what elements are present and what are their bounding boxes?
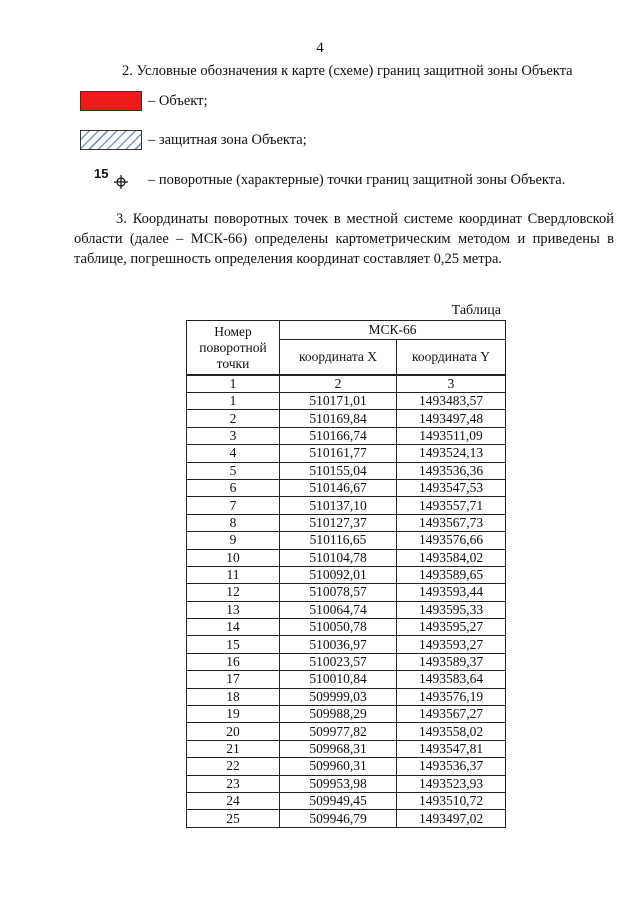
header-msk66: МСК-66 (280, 321, 506, 340)
point-number-cell: 19 (187, 706, 280, 723)
legend-label-object: – Объект; (148, 92, 208, 109)
coord-x-cell: 509977,82 (280, 723, 397, 740)
coord-y-cell: 1493524,13 (397, 445, 506, 462)
table-row (187, 688, 506, 705)
coord-x-cell: 509960,31 (280, 758, 397, 775)
coord-x-cell: 510169,84 (280, 410, 397, 427)
legend-item-object (80, 89, 208, 113)
coord-y-cell: 1493547,81 (397, 740, 506, 757)
coord-x-cell: 509988,29 (280, 706, 397, 723)
point-number-cell: 15 (187, 636, 280, 653)
column-index-row (187, 375, 506, 393)
table-row (187, 706, 506, 723)
table-row (187, 427, 506, 444)
table-row (187, 584, 506, 601)
legend-title: 2. Условные обозначения к карте (схеме) границ защитной зоны Объекта (122, 63, 573, 79)
marker-number: 15 (94, 166, 109, 181)
zone-hatch-swatch (80, 130, 142, 150)
coord-x-cell: 510127,37 (280, 514, 397, 531)
coord-x-cell: 510146,67 (280, 479, 397, 496)
header-coord-x: координата X (280, 340, 397, 376)
table-row (187, 792, 506, 809)
point-number-cell: 18 (187, 688, 280, 705)
coord-x-cell: 510010,84 (280, 671, 397, 688)
coord-x-cell: 510023,57 (280, 653, 397, 670)
table-caption: Таблица (451, 303, 501, 318)
table-row (187, 479, 506, 496)
point-number-cell: 17 (187, 671, 280, 688)
table-row (187, 445, 506, 462)
coord-y-cell: 1493589,37 (397, 653, 506, 670)
coord-y-cell: 1493576,19 (397, 688, 506, 705)
coordinates-table (186, 320, 506, 828)
index-cell: 3 (397, 375, 506, 393)
coord-x-cell: 509946,79 (280, 810, 397, 827)
point-number-cell: 1 (187, 393, 280, 410)
coord-y-cell: 1493510,72 (397, 792, 506, 809)
coord-x-cell: 510092,01 (280, 566, 397, 583)
coord-y-cell: 1493483,57 (397, 393, 506, 410)
table-row (187, 810, 506, 827)
legend-item-turning-points (80, 168, 565, 192)
coord-x-cell: 509999,03 (280, 688, 397, 705)
point-number-cell: 7 (187, 497, 280, 514)
coord-y-cell: 1493536,37 (397, 758, 506, 775)
point-number-cell: 3 (187, 427, 280, 444)
point-number-cell: 14 (187, 619, 280, 636)
table-row (187, 671, 506, 688)
coord-y-cell: 1493583,64 (397, 671, 506, 688)
coord-y-cell: 1493523,93 (397, 775, 506, 792)
coord-x-cell: 510050,78 (280, 619, 397, 636)
coord-y-cell: 1493511,09 (397, 427, 506, 444)
legend-label-points: – поворотные (характерные) точки границ защитной зоны Объекта. (148, 171, 566, 188)
coord-y-cell: 1493558,02 (397, 723, 506, 740)
coord-y-cell: 1493593,27 (397, 636, 506, 653)
coord-y-cell: 1493595,33 (397, 601, 506, 618)
coord-x-cell: 510036,97 (280, 636, 397, 653)
coord-y-cell: 1493536,36 (397, 462, 506, 479)
coord-x-cell: 510064,74 (280, 601, 397, 618)
coord-y-cell: 1493576,66 (397, 532, 506, 549)
table-row (187, 410, 506, 427)
page-number: 4 (316, 40, 324, 56)
point-number-cell: 2 (187, 410, 280, 427)
turning-point-marker (80, 168, 142, 192)
coord-x-cell: 510155,04 (280, 462, 397, 479)
point-number-cell: 16 (187, 653, 280, 670)
point-number-cell: 20 (187, 723, 280, 740)
coord-y-cell: 1493567,73 (397, 514, 506, 531)
point-number-cell: 12 (187, 584, 280, 601)
coord-x-cell: 510171,01 (280, 393, 397, 410)
point-number-cell: 24 (187, 792, 280, 809)
table-row (187, 566, 506, 583)
point-number-cell: 5 (187, 462, 280, 479)
coord-x-cell: 510166,74 (280, 427, 397, 444)
coord-x-cell: 510078,57 (280, 584, 397, 601)
coord-x-cell: 510116,65 (280, 532, 397, 549)
legend-label-zone: – защитная зона Объекта; (148, 131, 307, 148)
table-row (187, 636, 506, 653)
point-number-cell: 4 (187, 445, 280, 462)
table-row (187, 462, 506, 479)
coord-y-cell: 1493497,48 (397, 410, 506, 427)
point-number-cell: 25 (187, 810, 280, 827)
point-number-cell: 9 (187, 532, 280, 549)
coord-x-cell: 510137,10 (280, 497, 397, 514)
point-number-cell: 6 (187, 479, 280, 496)
object-swatch (80, 91, 142, 111)
coord-y-cell: 1493567,27 (397, 706, 506, 723)
coord-x-cell: 510104,78 (280, 549, 397, 566)
table-row (187, 601, 506, 618)
header-coord-y: координата Y (397, 340, 506, 376)
coord-y-cell: 1493589,65 (397, 566, 506, 583)
point-number-cell: 21 (187, 740, 280, 757)
table-row (187, 393, 506, 410)
table-row (187, 497, 506, 514)
table-row (187, 619, 506, 636)
coord-y-cell: 1493547,53 (397, 479, 506, 496)
coord-y-cell: 1493595,27 (397, 619, 506, 636)
table-row (187, 758, 506, 775)
table-row (187, 514, 506, 531)
coord-y-cell: 1493497,02 (397, 810, 506, 827)
point-number-cell: 13 (187, 601, 280, 618)
coord-y-cell: 1493593,44 (397, 584, 506, 601)
point-number-cell: 22 (187, 758, 280, 775)
point-number-cell: 23 (187, 775, 280, 792)
coordinates-paragraph: 3. Координаты поворотных точек в местной системе координат Свердловской области (далее – МСК-66) определены картометрическим методом и приведены в таблице, погрешность определения координат составляет 0,25 метра. (74, 211, 614, 267)
coord-x-cell: 509949,45 (280, 792, 397, 809)
table-row (187, 723, 506, 740)
table-row (187, 549, 506, 566)
table-row (187, 532, 506, 549)
crosshair-icon (113, 174, 129, 190)
index-cell: 2 (280, 375, 397, 393)
index-cell: 1 (187, 375, 280, 393)
legend-item-protection-zone (80, 128, 307, 152)
coord-x-cell: 510161,77 (280, 445, 397, 462)
point-number-cell: 8 (187, 514, 280, 531)
coord-x-cell: 509953,98 (280, 775, 397, 792)
coord-y-cell: 1493584,02 (397, 549, 506, 566)
point-number-cell: 10 (187, 549, 280, 566)
coord-y-cell: 1493557,71 (397, 497, 506, 514)
table-row (187, 653, 506, 670)
coord-x-cell: 509968,31 (280, 740, 397, 757)
point-number-cell: 11 (187, 566, 280, 583)
header-point-number: Номер поворотной точки (187, 321, 280, 376)
table-row (187, 775, 506, 792)
table-row (187, 740, 506, 757)
